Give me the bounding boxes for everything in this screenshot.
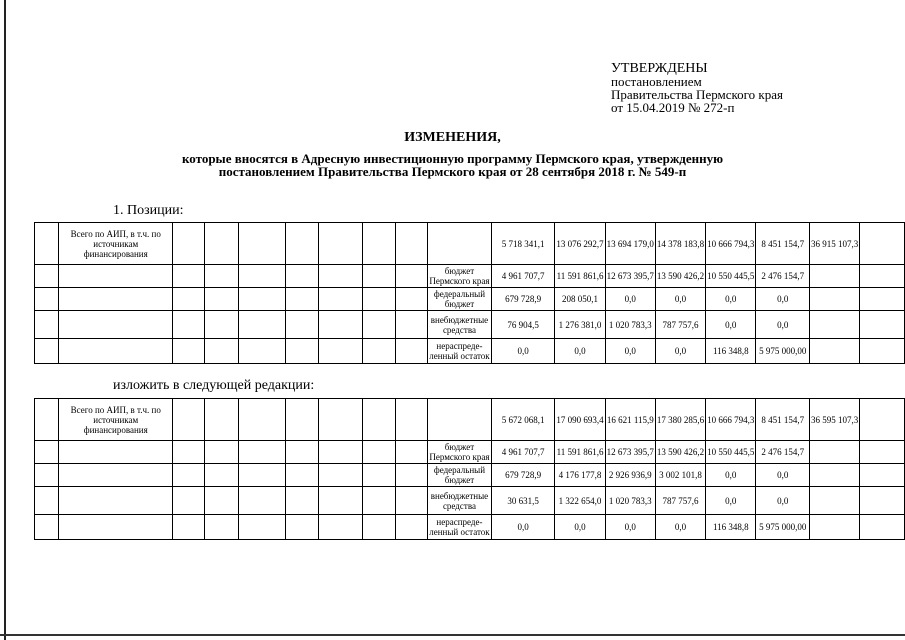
empty-cell	[173, 399, 205, 441]
approval-line-4: от 15.04.2019 № 272-п	[611, 100, 735, 115]
empty-cell	[362, 399, 395, 441]
table-row-total	[35, 399, 905, 441]
empty-cell	[860, 223, 905, 265]
value-cell: 0,0	[706, 311, 756, 339]
value-cell: 36 595 107,3	[809, 399, 859, 441]
empty-cell	[285, 288, 318, 311]
positions-table-original	[34, 222, 905, 364]
empty-cell	[319, 487, 363, 515]
empty-cell	[173, 339, 205, 364]
empty-cell	[362, 441, 395, 464]
empty-cell	[205, 515, 239, 540]
value-cell: 5 718 341,1	[491, 223, 555, 265]
empty-cell	[395, 464, 427, 487]
table-row-source	[35, 288, 905, 311]
value-cell: 11 591 861,6	[555, 441, 605, 464]
value-cell: 16 621 115,9	[605, 399, 655, 441]
document-subtitle	[0, 152, 905, 178]
empty-cell	[362, 311, 395, 339]
empty-cell	[285, 487, 318, 515]
value-cell: 2 476 154,7	[756, 265, 810, 288]
value-cell: 2 926 936,9	[605, 464, 655, 487]
empty-cell	[173, 441, 205, 464]
value-cell: 5 975 000,00	[756, 339, 810, 364]
empty-cell	[59, 441, 173, 464]
empty-cell	[59, 265, 173, 288]
value-cell: 13 590 426,2	[655, 441, 705, 464]
value-cell: 0,0	[605, 339, 655, 364]
value-cell: 4 176 177,8	[555, 464, 605, 487]
empty-cell	[362, 223, 395, 265]
empty-cell	[395, 223, 427, 265]
value-cell: 0,0	[491, 339, 555, 364]
scan-edge-bottom	[0, 634, 905, 636]
value-cell: 76 904,5	[491, 311, 555, 339]
value-cell: 0,0	[605, 515, 655, 540]
value-cell	[809, 311, 859, 339]
empty-cell	[35, 487, 59, 515]
empty-cell	[319, 515, 363, 540]
value-cell: 0,0	[655, 288, 705, 311]
empty-cell	[395, 288, 427, 311]
value-cell: 0,0	[756, 487, 810, 515]
value-cell: 116 348,8	[706, 515, 756, 540]
table-row-source	[35, 515, 905, 540]
empty-cell	[239, 311, 285, 339]
empty-cell	[205, 441, 239, 464]
empty-cell	[860, 311, 905, 339]
value-cell: 10 550 445,5	[706, 265, 756, 288]
value-cell: 208 050,1	[555, 288, 605, 311]
empty-cell	[395, 311, 427, 339]
empty-cell	[395, 265, 427, 288]
empty-cell	[35, 515, 59, 540]
value-cell	[809, 515, 859, 540]
positions-table-revised	[34, 398, 905, 540]
empty-cell	[59, 288, 173, 311]
table-row-source	[35, 265, 905, 288]
empty-cell	[35, 265, 59, 288]
table-row-total	[35, 223, 905, 265]
value-cell: 36 915 107,3	[809, 223, 859, 265]
empty-cell	[59, 515, 173, 540]
empty-cell	[860, 339, 905, 364]
value-cell: 13 590 426,2	[655, 265, 705, 288]
empty-cell	[205, 464, 239, 487]
empty-cell	[239, 223, 285, 265]
empty-cell	[319, 441, 363, 464]
value-cell	[809, 487, 859, 515]
value-cell: 0,0	[756, 288, 810, 311]
empty-cell	[395, 399, 427, 441]
empty-cell	[319, 339, 363, 364]
empty-cell	[285, 339, 318, 364]
empty-cell	[428, 223, 492, 265]
empty-cell	[395, 487, 427, 515]
empty-cell	[173, 265, 205, 288]
empty-cell	[239, 399, 285, 441]
empty-cell	[239, 487, 285, 515]
empty-cell	[59, 464, 173, 487]
empty-cell	[319, 265, 363, 288]
value-cell: 679 728,9	[491, 288, 555, 311]
empty-cell	[362, 265, 395, 288]
total-label: Всего по АИП, в т.ч. по источникам финансирования	[59, 399, 173, 441]
empty-cell	[860, 487, 905, 515]
value-cell: 14 378 183,8	[655, 223, 705, 265]
funding-source-label: бюджет Пермского края	[429, 442, 490, 462]
section-1-label: 1. Позиции:	[113, 203, 184, 218]
funding-source-label: нераспреде-ленный остаток	[428, 339, 492, 364]
empty-cell	[59, 487, 173, 515]
value-cell	[809, 288, 859, 311]
value-cell: 10 666 794,3	[706, 223, 756, 265]
empty-cell	[239, 441, 285, 464]
empty-cell	[362, 487, 395, 515]
approval-line-3: Правительства Пермского края	[611, 87, 783, 102]
value-cell: 787 757,6	[655, 311, 705, 339]
table-row-source	[35, 441, 905, 464]
empty-cell	[239, 515, 285, 540]
empty-cell	[35, 399, 59, 441]
empty-cell	[173, 311, 205, 339]
value-cell: 0,0	[491, 515, 555, 540]
empty-cell	[319, 223, 363, 265]
empty-cell	[285, 441, 318, 464]
table-row-source	[35, 487, 905, 515]
empty-cell	[860, 265, 905, 288]
value-cell: 12 673 395,7	[605, 265, 655, 288]
funding-source-label: федеральный бюджет	[428, 288, 492, 311]
section-2-label: изложить в следующей редакции:	[113, 378, 315, 393]
table-row-source	[35, 464, 905, 487]
value-cell: 0,0	[706, 288, 756, 311]
value-cell: 0,0	[605, 288, 655, 311]
table-row-source	[35, 311, 905, 339]
empty-cell	[239, 265, 285, 288]
empty-cell	[173, 464, 205, 487]
value-cell: 4 961 707,7	[491, 265, 555, 288]
empty-cell	[173, 288, 205, 311]
subtitle-line-2: постановлением Правительства Пермского края от 28 сентября 2018 г. № 549-п	[218, 164, 687, 179]
empty-cell	[395, 339, 427, 364]
empty-cell	[285, 311, 318, 339]
value-cell	[809, 441, 859, 464]
value-cell: 11 591 861,6	[555, 265, 605, 288]
empty-cell	[205, 265, 239, 288]
value-cell: 1 020 783,3	[605, 311, 655, 339]
empty-cell	[428, 399, 492, 441]
value-cell: 1 276 381,0	[555, 311, 605, 339]
value-cell: 17 380 285,6	[655, 399, 705, 441]
value-cell: 8 451 154,7	[756, 223, 810, 265]
empty-cell	[860, 399, 905, 441]
funding-source-label: внебюджетные средства	[428, 487, 492, 515]
approval-stamp	[611, 62, 783, 114]
empty-cell	[319, 311, 363, 339]
value-cell	[809, 464, 859, 487]
empty-cell	[285, 223, 318, 265]
value-cell: 0,0	[756, 464, 810, 487]
empty-cell	[35, 441, 59, 464]
value-cell: 0,0	[706, 487, 756, 515]
approval-line-1: УТВЕРЖДЕНЫ	[611, 61, 708, 76]
scan-edge-left	[4, 0, 6, 640]
empty-cell	[395, 441, 427, 464]
empty-cell	[285, 464, 318, 487]
value-cell: 0,0	[555, 515, 605, 540]
value-cell: 10 666 794,3	[706, 399, 756, 441]
value-cell: 787 757,6	[655, 487, 705, 515]
value-cell: 3 002 101,8	[655, 464, 705, 487]
empty-cell	[173, 223, 205, 265]
value-cell	[809, 265, 859, 288]
value-cell: 0,0	[756, 311, 810, 339]
empty-cell	[860, 441, 905, 464]
empty-cell	[362, 515, 395, 540]
value-cell: 17 090 693,4	[555, 399, 605, 441]
empty-cell	[205, 399, 239, 441]
approval-line-2: постановлением	[611, 74, 702, 89]
document-title: ИЗМЕНЕНИЯ,	[404, 130, 501, 145]
empty-cell	[35, 311, 59, 339]
empty-cell	[239, 288, 285, 311]
empty-cell	[205, 223, 239, 265]
empty-cell	[205, 311, 239, 339]
empty-cell	[35, 339, 59, 364]
empty-cell	[173, 487, 205, 515]
empty-cell	[35, 223, 59, 265]
value-cell: 30 631,5	[491, 487, 555, 515]
empty-cell	[239, 464, 285, 487]
funding-source-label: внебюджетные средства	[428, 311, 492, 339]
value-cell: 10 550 445,5	[706, 441, 756, 464]
value-cell: 4 961 707,7	[491, 441, 555, 464]
empty-cell	[285, 399, 318, 441]
empty-cell	[319, 464, 363, 487]
empty-cell	[239, 339, 285, 364]
total-label: Всего по АИП, в т.ч. по источникам финансирования	[59, 223, 173, 265]
value-cell: 0,0	[706, 464, 756, 487]
value-cell: 13 076 292,7	[555, 223, 605, 265]
empty-cell	[205, 288, 239, 311]
empty-cell	[173, 515, 205, 540]
empty-cell	[860, 464, 905, 487]
value-cell: 2 476 154,7	[756, 441, 810, 464]
value-cell: 1 322 654,0	[555, 487, 605, 515]
table-row-source	[35, 339, 905, 364]
value-cell: 0,0	[655, 339, 705, 364]
empty-cell	[285, 265, 318, 288]
value-cell: 5 672 068,1	[491, 399, 555, 441]
value-cell: 5 975 000,00	[756, 515, 810, 540]
empty-cell	[860, 288, 905, 311]
empty-cell	[205, 487, 239, 515]
empty-cell	[362, 288, 395, 311]
empty-cell	[319, 288, 363, 311]
subtitle-line-1: которые вносятся в Адресную инвестиционную программу Пермского края, утвержденную	[181, 151, 724, 166]
empty-cell	[362, 339, 395, 364]
value-cell	[809, 339, 859, 364]
value-cell: 12 673 395,7	[605, 441, 655, 464]
value-cell: 1 020 783,3	[605, 487, 655, 515]
empty-cell	[285, 515, 318, 540]
value-cell: 8 451 154,7	[756, 399, 810, 441]
value-cell: 116 348,8	[706, 339, 756, 364]
empty-cell	[35, 288, 59, 311]
empty-cell	[395, 515, 427, 540]
empty-cell	[205, 339, 239, 364]
empty-cell	[35, 464, 59, 487]
funding-source-label: бюджет Пермского края	[429, 266, 490, 286]
empty-cell	[362, 464, 395, 487]
empty-cell	[860, 515, 905, 540]
funding-source-label: федеральный бюджет	[428, 464, 492, 487]
value-cell: 13 694 179,0	[605, 223, 655, 265]
empty-cell	[59, 339, 173, 364]
empty-cell	[319, 399, 363, 441]
value-cell: 679 728,9	[491, 464, 555, 487]
value-cell: 0,0	[555, 339, 605, 364]
empty-cell	[59, 311, 173, 339]
value-cell: 0,0	[655, 515, 705, 540]
funding-source-label: нераспреде-ленный остаток	[428, 515, 492, 540]
